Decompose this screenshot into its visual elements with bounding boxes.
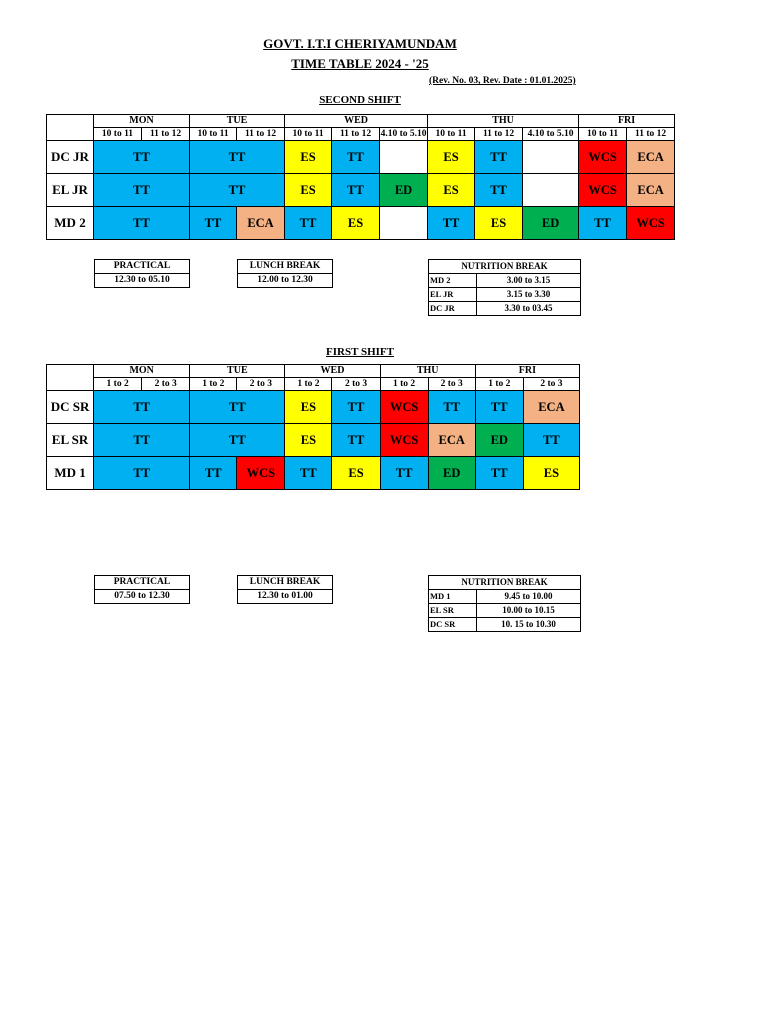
day-header: TUE [190, 365, 285, 378]
nutrition-time: 3.00 to 3.15 [477, 274, 581, 288]
schedule-cell: TT [94, 207, 190, 240]
schedule-cell-empty [523, 174, 579, 207]
slot-header: 2 to 3 [237, 378, 285, 391]
second-shift-heading: SECOND SHIFT [319, 94, 401, 106]
lunch-time: 12.00 to 12.30 [238, 274, 333, 288]
practical-label: PRACTICAL [95, 576, 190, 590]
slot-header: 10 to 11 [579, 128, 627, 141]
day-header: FRI [475, 365, 579, 378]
lunch-label: LUNCH BREAK [238, 576, 333, 590]
day-header: TUE [190, 115, 285, 128]
day-header: MON [94, 115, 190, 128]
schedule-cell: ECA [428, 424, 475, 457]
nutrition-time: 10. 15 to 10.30 [477, 618, 581, 632]
slot-header: 1 to 2 [285, 378, 332, 391]
slot-header: 2 to 3 [332, 378, 380, 391]
schedule-cell: ECA [627, 174, 675, 207]
schedule-cell: TT [190, 174, 285, 207]
schedule-cell: WCS [627, 207, 675, 240]
day-header: WED [285, 365, 380, 378]
nutrition-group: EL SR [429, 604, 477, 618]
nutrition-label: NUTRITION BREAK [429, 576, 581, 590]
schedule-cell: ES [285, 141, 332, 174]
schedule-cell-empty [380, 207, 428, 240]
nutrition-group: DC JR [429, 302, 477, 316]
schedule-cell: TT [190, 424, 285, 457]
schedule-cell: TT [94, 391, 190, 424]
schedule-cell: ED [428, 457, 475, 490]
nutrition-table-second [428, 259, 581, 316]
institute-title: GOVT. I.T.I CHERIYAMUNDAM [263, 36, 457, 51]
lunch-table-second [237, 259, 333, 288]
slot-header: 10 to 11 [285, 128, 332, 141]
schedule-cell: TT [428, 391, 475, 424]
row-label: EL JR [47, 174, 94, 207]
schedule-cell: TT [190, 141, 285, 174]
schedule-cell: WCS [579, 141, 627, 174]
corner-cell [47, 365, 94, 391]
schedule-cell: TT [94, 174, 190, 207]
schedule-cell: TT [285, 207, 332, 240]
slot-header: 1 to 2 [380, 378, 428, 391]
schedule-cell: ECA [237, 207, 285, 240]
slot-header: 10 to 11 [428, 128, 475, 141]
schedule-cell: TT [523, 424, 579, 457]
first-shift-heading: FIRST SHIFT [326, 346, 394, 358]
schedule-cell: ED [523, 207, 579, 240]
schedule-cell: ED [475, 424, 523, 457]
row-label: DC JR [47, 141, 94, 174]
nutrition-group: EL JR [429, 288, 477, 302]
schedule-cell: TT [332, 424, 380, 457]
schedule-cell: TT [579, 207, 627, 240]
schedule-cell: TT [190, 391, 285, 424]
slot-header: 1 to 2 [94, 378, 142, 391]
slot-header: 2 to 3 [142, 378, 190, 391]
day-header: THU [428, 115, 579, 128]
slot-header: 2 to 3 [428, 378, 475, 391]
timetable-title: TIME TABLE 2024 - '25 [291, 56, 429, 71]
schedule-cell: ES [428, 141, 475, 174]
schedule-cell: TT [285, 457, 332, 490]
nutrition-label: NUTRITION BREAK [429, 260, 581, 274]
day-header: FRI [579, 115, 675, 128]
schedule-cell: WCS [380, 391, 428, 424]
day-header: WED [285, 115, 428, 128]
schedule-cell: TT [190, 207, 237, 240]
practical-table-second [94, 259, 190, 288]
nutrition-group: MD 2 [429, 274, 477, 288]
slot-header: 11 to 12 [142, 128, 190, 141]
practical-table-first [94, 575, 190, 604]
practical-time: 07.50 to 12.30 [95, 590, 190, 604]
practical-time: 12.30 to 05.10 [95, 274, 190, 288]
slot-header: 1 to 2 [475, 378, 523, 391]
schedule-cell: TT [94, 457, 190, 490]
schedule-cell: ES [523, 457, 579, 490]
revision-note: (Rev. No. 03, Rev. Date : 01.01.2025) [429, 76, 576, 86]
nutrition-time: 9.45 to 10.00 [477, 590, 581, 604]
first-shift-table [46, 364, 580, 490]
schedule-cell: ECA [627, 141, 675, 174]
schedule-cell: ES [428, 174, 475, 207]
schedule-cell: ES [332, 207, 380, 240]
lunch-table-first [237, 575, 333, 604]
day-header: THU [380, 365, 475, 378]
schedule-cell: TT [475, 391, 523, 424]
schedule-cell: TT [475, 141, 523, 174]
schedule-cell: ES [285, 424, 332, 457]
schedule-cell-empty [380, 141, 428, 174]
schedule-cell: WCS [579, 174, 627, 207]
corner-cell [47, 115, 94, 141]
nutrition-time: 3.15 to 3.30 [477, 288, 581, 302]
schedule-cell: ES [285, 391, 332, 424]
schedule-cell: ES [332, 457, 380, 490]
row-label: MD 2 [47, 207, 94, 240]
schedule-cell: TT [475, 174, 523, 207]
nutrition-group: MD 1 [429, 590, 477, 604]
schedule-cell: ES [475, 207, 523, 240]
schedule-cell: ED [380, 174, 428, 207]
day-header: MON [94, 365, 190, 378]
slot-header: 11 to 12 [627, 128, 675, 141]
schedule-cell: TT [190, 457, 237, 490]
second-shift-table [46, 114, 675, 240]
schedule-cell: TT [94, 424, 190, 457]
slot-header: 1 to 2 [190, 378, 237, 391]
nutrition-time: 10.00 to 10.15 [477, 604, 581, 618]
lunch-time: 12.30 to 01.00 [238, 590, 333, 604]
slot-header: 4.10 to 5.10 [523, 128, 579, 141]
slot-header: 11 to 12 [475, 128, 523, 141]
slot-header: 2 to 3 [523, 378, 579, 391]
slot-header: 11 to 12 [332, 128, 380, 141]
slot-header: 10 to 11 [190, 128, 237, 141]
nutrition-table-first [428, 575, 581, 632]
schedule-cell: TT [475, 457, 523, 490]
slot-header: 4.10 to 5.10 [380, 129, 427, 139]
schedule-cell: TT [94, 141, 190, 174]
schedule-cell: WCS [237, 457, 285, 490]
lunch-label: LUNCH BREAK [238, 260, 333, 274]
schedule-cell: TT [332, 174, 380, 207]
schedule-cell: TT [332, 141, 380, 174]
nutrition-group: DC SR [429, 618, 477, 632]
row-label: EL SR [47, 424, 94, 457]
schedule-cell: TT [332, 391, 380, 424]
nutrition-time: 3.30 to 03.45 [477, 302, 581, 316]
schedule-cell: TT [380, 457, 428, 490]
slot-header: 10 to 11 [94, 128, 142, 141]
schedule-cell-empty [523, 141, 579, 174]
schedule-cell: TT [428, 207, 475, 240]
row-label: MD 1 [47, 457, 94, 490]
schedule-cell: ES [285, 174, 332, 207]
practical-label: PRACTICAL [95, 260, 190, 274]
slot-header: 11 to 12 [237, 128, 285, 141]
row-label: DC SR [47, 391, 94, 424]
schedule-cell: ECA [523, 391, 579, 424]
schedule-cell: WCS [380, 424, 428, 457]
